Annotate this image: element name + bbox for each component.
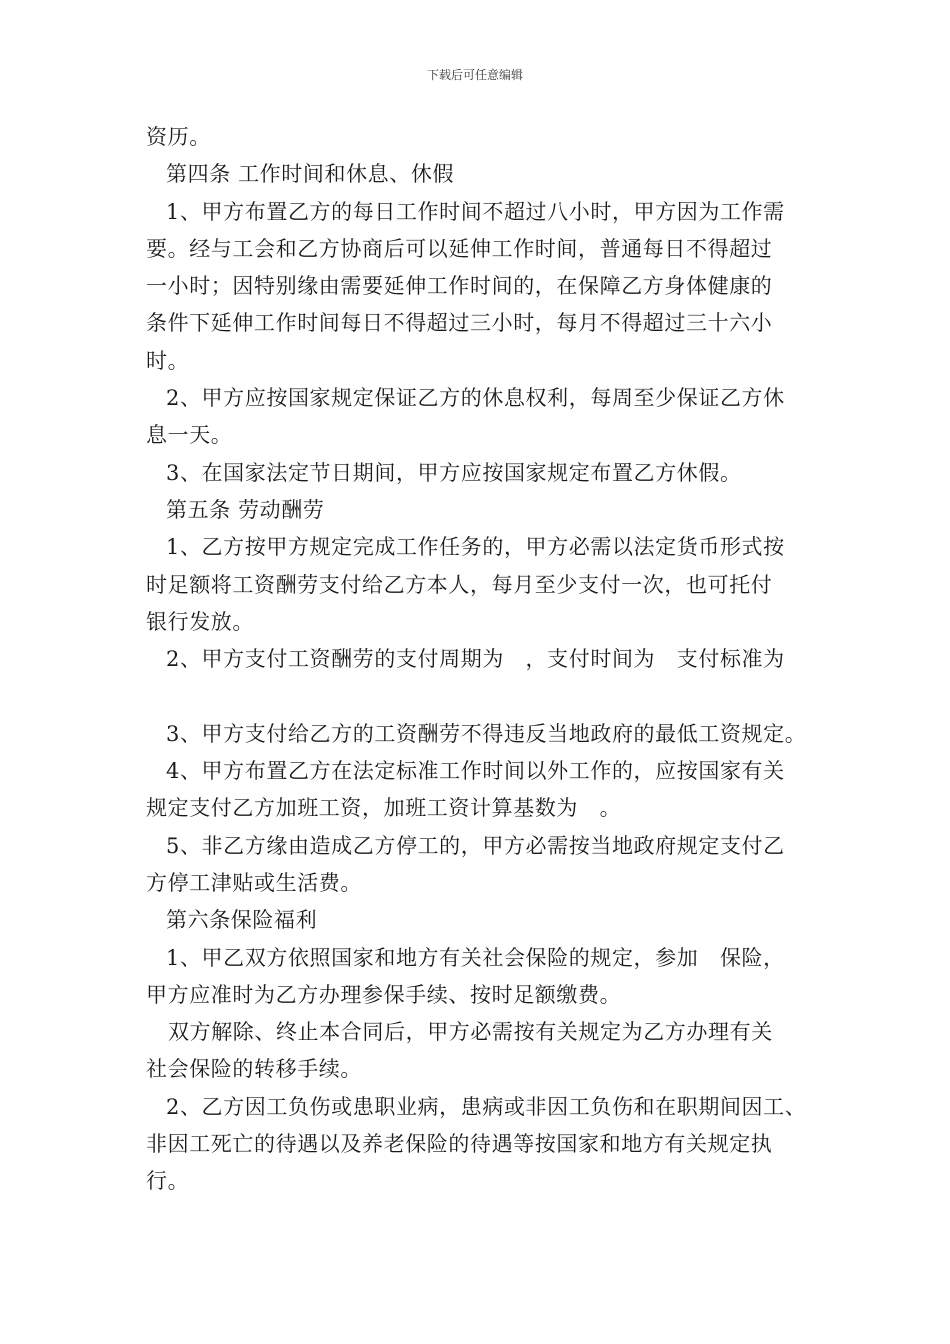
document-line: 银行发放。: [146, 609, 254, 634]
document-line: 5、非乙方缘由造成乙方停工的，甲方必需按当地政府规定支付乙: [166, 833, 785, 858]
document-line: 时。: [146, 348, 190, 373]
document-line: 时足额将工资酬劳支付给乙方本人，每月至少支付一次，也可托付: [146, 572, 773, 597]
document-line: 1、甲方布置乙方的每日工作时间不超过八小时，甲方因为工作需: [166, 199, 785, 224]
document-line: 非因工死亡的待遇以及养老保险的待遇等按国家和地方有关规定执: [146, 1132, 773, 1157]
document-line: 社会保险的转移手续。: [146, 1057, 362, 1082]
document-line: 息一天。: [146, 423, 233, 448]
document-line: 资历。: [146, 125, 211, 149]
document-line: 要。经与工会和乙方协商后可以延伸工作时间，普通每日不得超过: [146, 236, 773, 261]
document-line: 第四条 工作时间和休息、休假: [166, 162, 455, 187]
document-line: 3、甲方支付给乙方的工资酬劳不得违反当地政府的最低工资规定。: [166, 721, 807, 746]
document-line: 条件下延伸工作时间每日不得超过三小时，每月不得超过三十六小: [146, 311, 773, 336]
document-line: 行。: [146, 1169, 190, 1194]
document-line: 4、甲方布置乙方在法定标准工作时间以外工作的，应按国家有关: [166, 759, 785, 784]
page-header: 下载后可任意编辑: [426, 68, 523, 82]
document-line: 双方解除、终止本合同后，甲方必需按有关规定为乙方办理有关: [168, 1020, 773, 1045]
document-line: 规定支付乙方加班工资，加班工资计算基数为 。: [146, 796, 622, 821]
document-line: 2、甲方应按国家规定保证乙方的休息权利，每周至少保证乙方休: [166, 386, 785, 411]
document-line: [146, 678, 826, 715]
document-body: [146, 119, 826, 1201]
document-line: 2、乙方因工负伤或患职业病，患病或非因工负伤和在职期间因工、: [166, 1094, 807, 1119]
document-line: 1、乙方按甲方规定完成工作任务的，甲方必需以法定货币形式按: [166, 535, 785, 560]
document-line: 3、在国家法定节日期间，甲方应按国家规定布置乙方休假。: [166, 460, 742, 485]
document-line: 1、甲乙双方依照国家和地方有关社会保险的规定，参加 保险，: [166, 945, 785, 970]
document-line: 第六条保险福利: [166, 908, 318, 933]
document-line: 一小时；因特别缘由需要延伸工作时间的，在保障乙方身体健康的: [146, 274, 773, 299]
document-line: 第五条 劳动酬劳: [166, 497, 325, 522]
document-line: 2、甲方支付工资酬劳的支付周期为 ，支付时间为 支付标准为: [166, 647, 785, 672]
document-line: 方停工津贴或生活费。: [146, 870, 362, 895]
document-line: 甲方应准时为乙方办理参保手续、按时足额缴费。: [146, 982, 622, 1007]
